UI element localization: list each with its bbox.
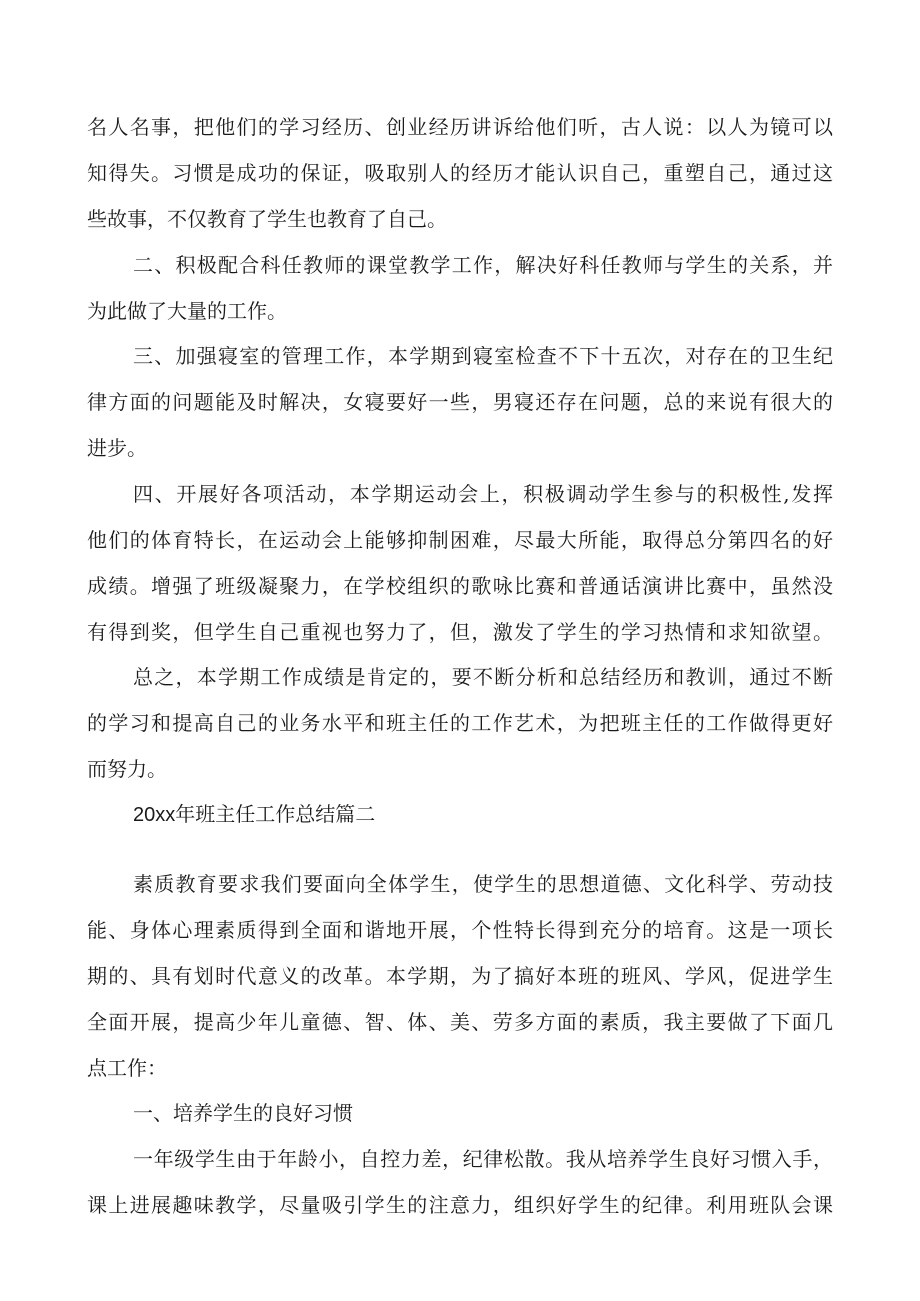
subheading: 一、培养学生的良好习惯 xyxy=(133,1101,353,1125)
paragraph-line: 成绩。增强了班级凝聚力，在学校组织的歌咏比赛和普通话演讲比赛中，虽然没 xyxy=(87,574,833,598)
paragraph-line: 些故事，不仅教育了学生也教育了自己。 xyxy=(87,207,447,231)
paragraph-line: 有得到奖，但学生自己重视也努力了，但，激发了学生的学习热情和求知欲望。 xyxy=(87,620,833,644)
paragraph-line: 名人名事，把他们的学习经历、创业经历讲诉给他们听，古人说：以人为镜可以 xyxy=(87,115,833,139)
paragraph-line: 点工作： xyxy=(87,1056,167,1080)
paragraph-line: 素质教育要求我们要面向全体学生，使学生的思想道德、文化科学、劳动技 xyxy=(133,872,833,896)
paragraph-line: 进步。 xyxy=(87,436,147,460)
paragraph-line: 四、开展好各项活动，本学期运动会上，积极调动学生参与的积极性,发挥 xyxy=(133,482,833,506)
paragraph-line: 二、积极配合科任教师的课堂教学工作，解决好科任教师与学生的关系，并 xyxy=(133,253,833,277)
paragraph-line: 总之，本学期工作成绩是肯定的，要不断分析和总结经历和教训，通过不断 xyxy=(133,665,833,689)
paragraph-line: 三、加强寝室的管理工作，本学期到寝室检查不下十五次，对存在的卫生纪 xyxy=(133,344,833,368)
paragraph-line: 而努力。 xyxy=(87,757,167,781)
paragraph-line: 全面开展，提高少年儿童德、智、体、美、劳多方面的素质，我主要做了下面几 xyxy=(87,1010,833,1034)
paragraph-line: 知得失。习惯是成功的保证，吸取别人的经历才能认识自己，重塑自己，通过这 xyxy=(87,161,833,185)
paragraph-line: 能、身体心理素质得到全面和谐地开展，个性特长得到充分的培育。这是一项长 xyxy=(87,918,833,942)
paragraph-line: 课上进展趣味教学，尽量吸引学生的注意力，组织好学生的纪律。利用班队会课 xyxy=(87,1193,833,1217)
paragraph-line: 期的、具有划时代意义的改革。本学期，为了搞好本班的班风、学风，促进学生 xyxy=(87,964,833,988)
paragraph-line: 为此做了大量的工作。 xyxy=(87,299,287,323)
paragraph-line: 的学习和提高自己的业务水平和班主任的工作艺术，为把班主任的工作做得更好 xyxy=(87,711,833,735)
paragraph-line: 他们的体育特长，在运动会上能够抑制困难，尽最大所能，取得总分第四名的好 xyxy=(87,528,833,552)
paragraph-line: 律方面的问题能及时解决，女寝要好一些，男寝还存在问题，总的来说有很大的 xyxy=(87,390,833,414)
paragraph-line: 一年级学生由于年龄小，自控力差，纪律松散。我从培养学生良好习惯入手， xyxy=(133,1147,833,1171)
section-title: 20xx年班主任工作总结篇二 xyxy=(133,804,376,826)
